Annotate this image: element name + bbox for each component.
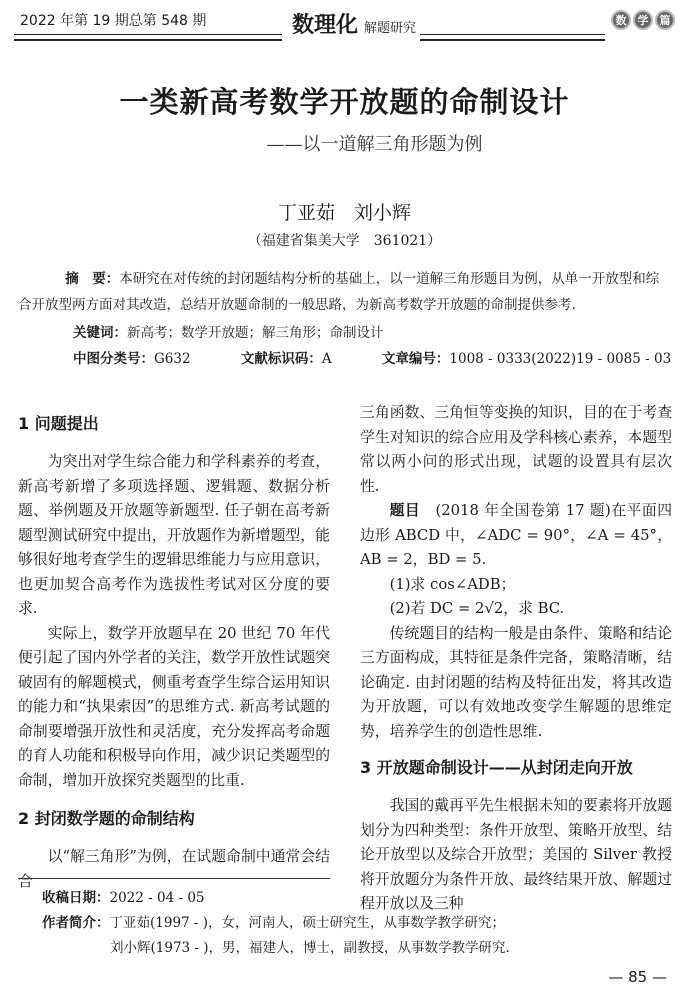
section-badge — [611, 10, 675, 30]
clc-label: 中图分类号： — [73, 351, 154, 367]
paper-subtitle: ——以一道解三角形题为例 — [266, 134, 483, 155]
section-heading-3: 3 开放题命制设计——从封闭走向开放 — [360, 758, 633, 777]
bio-label: 作者简介： — [42, 915, 110, 931]
badge-char: 数 — [611, 10, 631, 30]
problem-statement — [360, 499, 672, 573]
abstract-label: 摘 要： — [65, 271, 120, 287]
authors: 丁亚茹 刘小辉 — [277, 202, 411, 224]
issue-info: 2022 年第 19 期总第 548 期 — [20, 13, 207, 29]
date-value: 2022 - 04 - 05 — [109, 890, 205, 906]
classification-line — [73, 346, 689, 372]
journal-section: 解题研究 — [364, 21, 417, 36]
article-number-label: 文章编号： — [381, 351, 450, 367]
paragraph: 我国的戴再平先生根据未知的要素将开放题划分为四种类型：条件开放型、策略开放型、结论开放型以及综合开放型；美国的 Silver 教授将开放题分为条件开放、最终结果开放、解题过程开放以及三种 — [360, 797, 672, 912]
right-column — [360, 401, 672, 917]
header-rule-right — [420, 34, 605, 41]
article-number-value: 1008 - 0333(2022)19 - 0085 - 03 — [449, 351, 672, 367]
paragraph: 以“解三角形”为例，在试题命制中通常会结合 — [18, 848, 330, 890]
keywords — [73, 320, 689, 346]
bio-text-1: 丁亚茹(1997 - )，女，河南人，硕士研究生，从事数学教学研究； — [109, 915, 506, 931]
affiliation: （福建省集美大学 361021） — [247, 233, 442, 249]
clc-value: G632 — [154, 351, 191, 367]
footnote — [18, 886, 678, 961]
badge-char: 学 — [633, 10, 653, 30]
doc-code-label: 文献标识码： — [240, 351, 322, 367]
page-number: — 85 — — [608, 968, 667, 986]
paragraph: 为突出对学生综合能力和学科素养的考查，新高考新增了多项选择题、逻辑题、数据分析题、举例题及开放题等新题型. 任子朝在高考新题型测试研究中提出，开放题作为新增题型，能够很好地考查学生的逻辑思维能力与应用意识，也更加契合高考作为选拔性考试对区分度的要求. — [18, 453, 330, 617]
paragraph: 三角函数、三角恒等变换的知识，目的在于考查学生对知识的综合应用及学科核心素养，本题型常以两小问的形式出现，试题的设置具有层次性. — [360, 404, 672, 495]
abstract-text: 本研究在对传统的封闭题结构分析的基础上，以一道解三角形题目为例，从单一开放型和综合开放型两方面对其改造，总结开放题命制的一般思路，为新高考数学开放题的命制提供参考. — [18, 271, 660, 313]
problem-text: (2018 年全国卷第 17 题)在平面四边形 ABCD 中，∠ADC = 90°，∠A = 45°，AB = 2，BD = 5. — [360, 502, 672, 568]
doc-code-value: A — [321, 351, 332, 367]
header-rule-left — [14, 34, 282, 41]
badge-char: 篇 — [655, 10, 675, 30]
keywords-text: 新高考；数学开放题；解三角形；命制设计 — [127, 325, 384, 341]
problem-label: 题目 — [389, 502, 421, 519]
journal-title: 数理化 — [292, 13, 359, 38]
author-bio-1 — [18, 911, 678, 936]
date-label: 收稿日期： — [42, 890, 110, 906]
paragraph: 实际上，数学开放题早在 20 世纪 70 年代便引起了国内外学者的关注，数学开放性试题突破固有的解题模式，侧重考查学生综合运用知识的能力和“执果索因”的思维方式. 新高考试题的命制要增强开放性和灵活度，充分发挥高考命题的育人功能和积极导向作用，减少识记类题型的命制，增加开放探究类题型的比重. — [18, 624, 330, 789]
section-heading-2: 2 封闭数学题的命制结构 — [18, 809, 195, 828]
section-heading-1: 1 问题提出 — [18, 414, 99, 433]
question-2: (2)若 DC = 2√2，求 BC. — [389, 600, 565, 617]
question-1: (1)求 cos∠ADB； — [389, 575, 516, 593]
footnote-rule — [18, 878, 330, 879]
journal-name — [292, 8, 416, 39]
received-date — [18, 886, 678, 911]
paper-title: 一类新高考数学开放题的命制设计 — [119, 85, 570, 119]
left-column — [18, 408, 330, 894]
keywords-label: 关键词： — [73, 325, 127, 341]
paragraph: 传统题目的结构一般是由条件、策略和结论三方面构成，其特征是条件完备，策略清晰，结论确定. 由封闭题的结构及特征出发，将其改造为开放题，可以有效地改变学生解题的思维定势，培养学生的创造性思维. — [360, 624, 672, 740]
abstract — [18, 266, 670, 318]
author-bio-2: 刘小辉(1973 - )，男，福建人，博士，副教授，从事数学教学研究. — [110, 940, 510, 956]
